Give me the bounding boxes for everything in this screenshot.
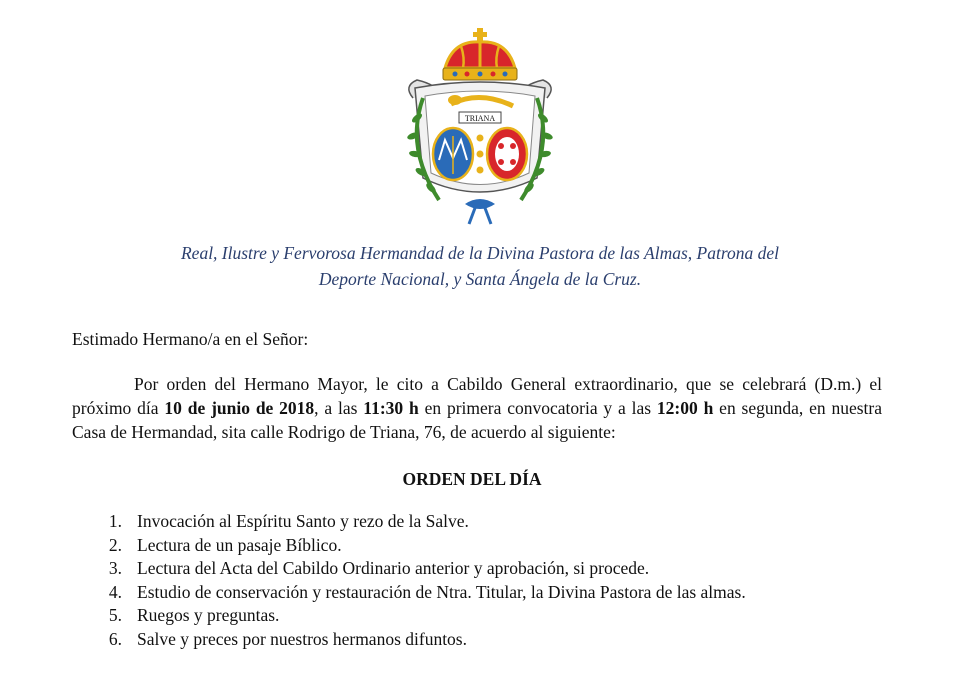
body-text-4: en segunda, en nuestra Casa de Hermandad, sita calle Rodrigo de Triana, 76, de acuerdo al siguiente: (72, 398, 882, 442)
agenda-item-number: 5. (108, 605, 122, 626)
agenda-item (0, 628, 746, 652)
agenda-list (0, 510, 746, 652)
agenda-item-number: 1. (108, 511, 122, 531)
agenda-item (0, 604, 746, 628)
second-call-time: 12:00 h (656, 398, 714, 418)
meeting-date: 10 de junio de 2018 (164, 398, 315, 418)
agenda-item (0, 510, 746, 534)
agenda-title: ORDEN DEL DÍA (402, 469, 542, 489)
agenda-item-text: Lectura del Acta del Cabildo Ordinario anterior y aprobación, si procede. (137, 558, 650, 579)
body-text-1: Por orden del Hermano Mayor, le cito a Cabildo General extraordinario, que se celebrará (D.m.) el próximo día (72, 374, 882, 418)
first-call-time: 11:30 h (363, 398, 419, 418)
convocation-paragraph (72, 372, 882, 444)
agenda-item-text: Salve y preces por nuestros hermanos difuntos. (137, 628, 467, 649)
agenda-item-text: Lectura de un pasaje Bíblico. (137, 534, 342, 555)
header-line-2: Deporte Nacional, y Santa Ángela de la Cruz. (318, 269, 642, 289)
agenda-item-number: 3. (108, 558, 122, 579)
coat-of-arms-triana-icon (395, 28, 565, 226)
agenda-item-number: 6. (108, 628, 122, 649)
agenda-item (0, 581, 746, 605)
header-line-1: Real, Ilustre y Fervorosa Hermandad de la Divina Pastora de las Almas, Patrona del (180, 243, 779, 263)
crest-graphic (395, 28, 565, 226)
body-text-2: , a las (314, 398, 364, 418)
agenda-item-text: Ruegos y preguntas. (137, 605, 280, 626)
crest-ribbon-text: TRIANA (464, 114, 496, 123)
agenda-item-number: 2. (108, 534, 122, 555)
agenda-item (0, 557, 746, 581)
greeting: Estimado Hermano/a en el Señor: (72, 329, 309, 349)
agenda-item-text: Estudio de conservación y restauración de Ntra. Titular, la Divina Pastora de las almas. (137, 581, 746, 602)
body-text-3: en primera convocatoria y a las (418, 398, 657, 418)
brotherhood-header (0, 240, 960, 292)
agenda-item-text: Invocación al Espíritu Santo y rezo de la Salve. (137, 511, 469, 531)
agenda-item (0, 534, 746, 558)
agenda-item-number: 4. (108, 581, 122, 602)
